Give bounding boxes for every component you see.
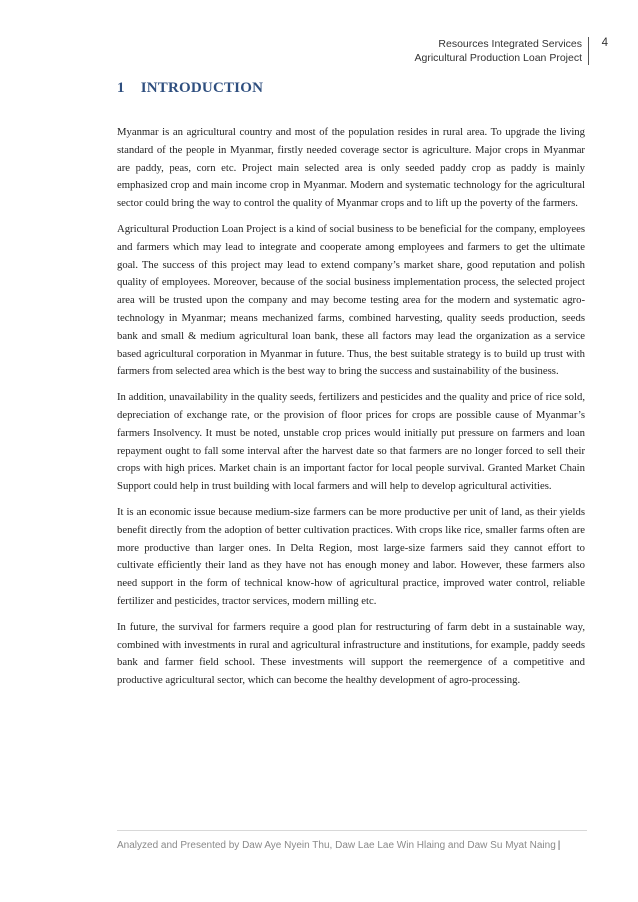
paragraph-1: Myanmar is an agricultural country and most of the population resides in rural area. To upgrade the living standard of the people in Myanmar, firstly needed coverage sector is agriculture. Major crops in Myanmar are paddy, peas, corn etc. Project main selected area is only seeded paddy crop as paddy is mainly emphasized crop and main income crop in Myanmar. Modern and systematic technology for the agricultural sector could bring the way to control the quality of Myanmar crops and to lift up the poverty of the farmers. [117, 126, 585, 210]
body-text [117, 124, 585, 698]
paragraph-3: In addition, unavailability in the quality seeds, fertilizers and pesticides and the quality and price of rice sold, depreciation of exchange rate, or the provision of floor prices for crops are possible cause of Myanmar’s farmers Insolvency. It must be noted, unstable crop prices would initially put pressure on farmers and loan repayment ought to fall some interval after the harvest date so that farmers are no longer forced to sell their crops with high prices. Market chain is an important factor for local people survival. Granted Market Chain Support could help in trust building with local farmers and will help to develop agricultural activities. [117, 391, 585, 493]
header-company: Resources Integrated Services [438, 38, 582, 50]
running-footer [117, 840, 587, 851]
paragraph-2: Agricultural Production Loan Project is a kind of social business to be beneficial for the company, employees and farmers which may lead to integrate and cooperate among employees and farmers to get the ultimate goal. The success of this project may lead to extend company’s market share, good reputation and polish quality of employees. Moreover, because of the social business implementation process, the selected project area will be trusted upon the company and may become testing area for the modern and systematic agro-technology in Myanmar; means mechanized farms, combined harvesting, quality seeds production, seeds bank and small & medium agricultural loan bank, these all factors may lead the organization as a service based agricultural corporation in Myanmar in future. Thus, the best suitable strategy is to build up trust with farmers from selected area which is the best way to bring the success and sustainability of the business. [117, 222, 585, 378]
paragraph-5: In future, the survival for farmers require a good plan for restructuring of farm debt in a sustainable way, combined with investments in rural and agricultural infrastructure and institutions, for example, paddy seeds bank and farmer field school. These investments will support the reemergence of a competitive and productive agricultural sector, which can become the healthy development of agro-processing. [117, 620, 585, 687]
running-header [414, 37, 589, 65]
footer-divider [117, 830, 587, 831]
footer-authors: Analyzed and Presented by Daw Aye Nyein Thu, Daw Lae Lae Win Hlaing and Daw Su Myat Naing [117, 840, 556, 851]
section-heading [117, 80, 263, 97]
section-title: INTRODUCTION [140, 80, 264, 96]
paragraph-4: It is an economic issue because medium-size farmers can be more productive per unit of land, as their yields benefit directly from the adoption of better cultivation practices. With crops like rice, smaller farms often are more productive than larger ones. In Delta Region, most large-size farmers said they cannot effort to cultivate efficiently their land as they have not has enough money and labor. However, these farmers also need support in the form of technical know-how of agricultural practice, improved water control, reliable fertilizer and pesticides, tractor services, modern milling etc. [117, 505, 585, 607]
footer-separator: | [557, 840, 561, 851]
header-project-title: Agricultural Production Loan Project [414, 52, 582, 64]
section-number: 1 [117, 80, 125, 96]
page-number: 4 [601, 37, 608, 49]
